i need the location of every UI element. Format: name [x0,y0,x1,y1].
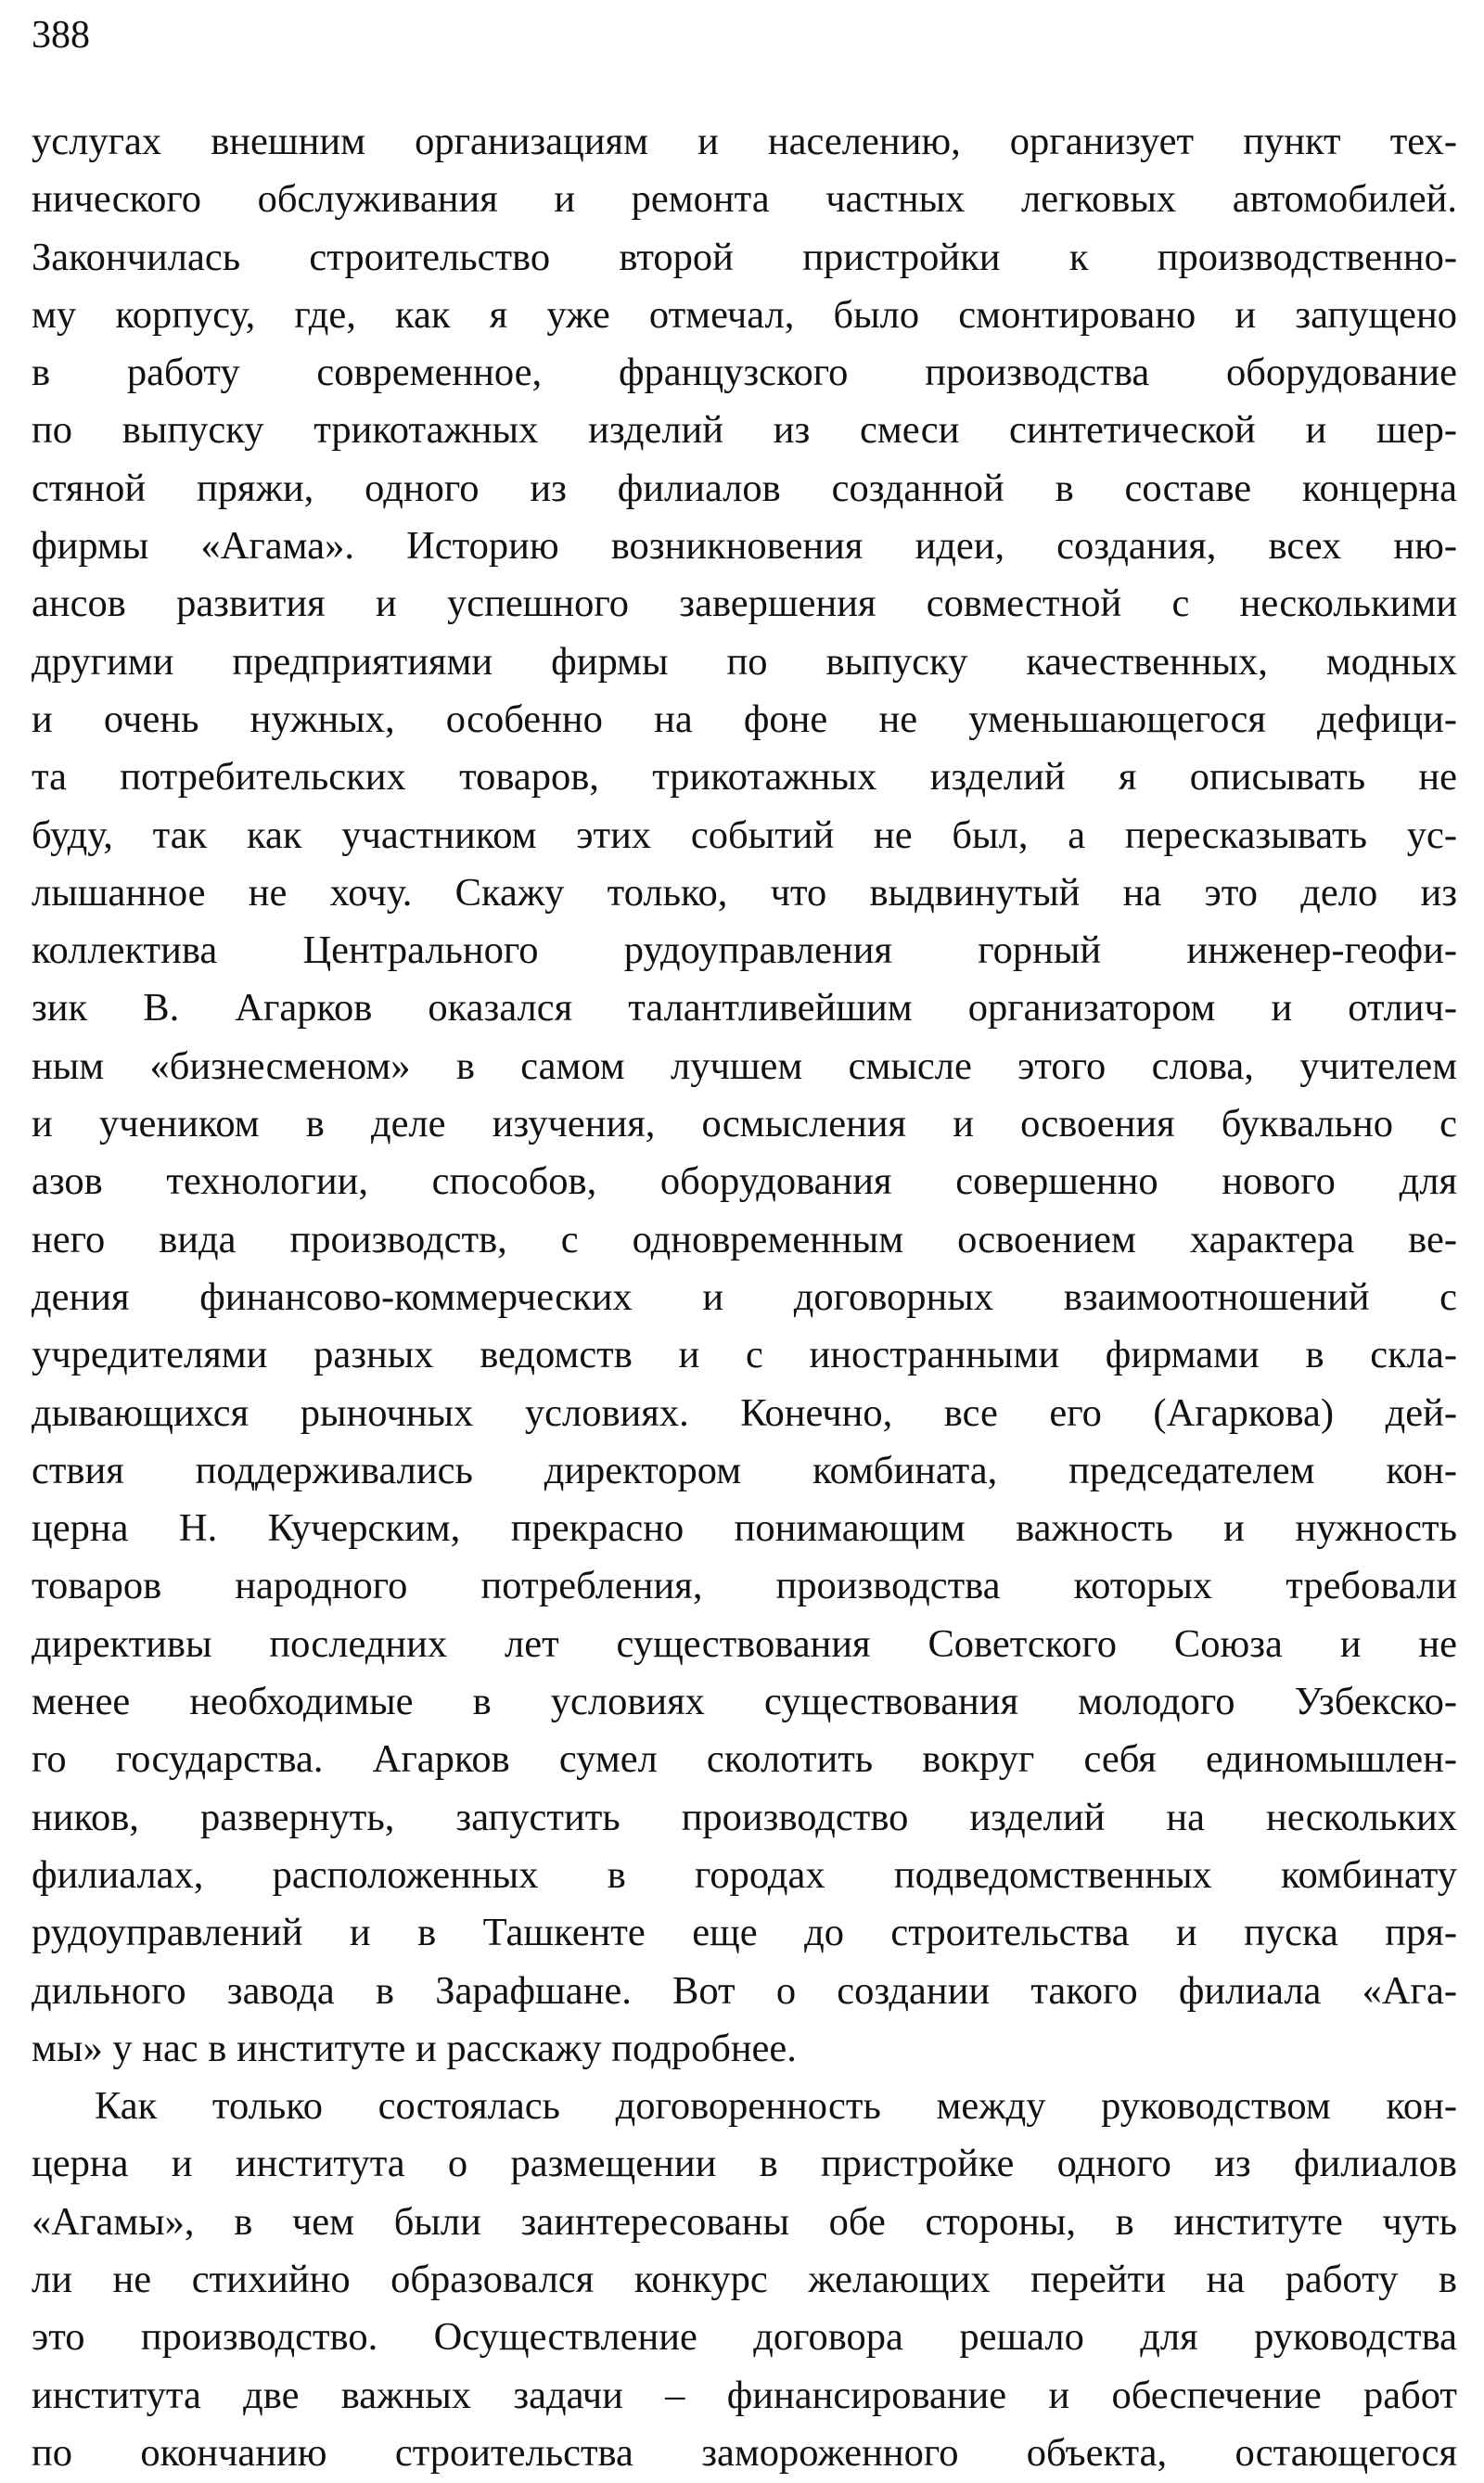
text-line: рудоуправлений и в Ташкенте еще до строительства и пуска пря- [32,1911,1457,1955]
text-line: ли не стихийно образовался конкурс желающих перейти на работу в [32,2257,1457,2301]
text-line: зик В. Агарков оказался талантливейшим организатором и отлич- [32,986,1457,1030]
text-line: по окончанию строительства замороженного объекта, остающегося [32,2430,1457,2475]
text-line: дения финансово-коммерческих и договорных взаимоотношений с [32,1274,1457,1319]
text-line: учредителями разных ведомств и с иностранными фирмами в скла- [32,1333,1457,1377]
text-line: ансов развития и успешного завершения совместной с несколькими [32,582,1457,626]
text-line: дывающихся рыночных условиях. Конечно, все его (Агаркова) дей- [32,1390,1457,1435]
text-line: церна и института о размещении в пристройке одного из филиалов [32,2142,1457,2186]
text-line: и очень нужных, особенно на фоне не уменьшающегося дефици- [32,697,1457,741]
text-line: лышанное не хочу. Скажу только, что выдвинутый на это дело из [32,870,1457,915]
paragraph [32,2078,1457,2482]
text-line: стяной пряжи, одного из филиалов созданной в составе концерна [32,466,1457,510]
text-line: «Агамы», в чем были заинтересованы обе стороны, в институте чуть [32,2199,1457,2244]
text-line: ствия поддерживались директором комбината, председателем кон- [32,1448,1457,1492]
text-line: ников, развернуть, запустить производство изделий на нескольких [32,1795,1457,1839]
text-line: церна Н. Кучерским, прекрасно понимающим важность и нужность [32,1506,1457,1551]
text-line: другими предприятиями фирмы по выпуску качественных, модных [32,639,1457,684]
text-line: му корпусу, где, как я уже отмечал, было смонтировано и запущено [32,292,1457,337]
text-line: дильного завода в Зарафшане. Вот о создании такого филиала «Ага- [32,1968,1457,2013]
text-line: буду, так как участником этих событий не был, а пересказывать ус- [32,813,1457,857]
text-line: Как только состоялась договоренность между руководством кон- [95,2084,1457,2129]
text-line: го государства. Агарков сумел сколотить вокруг себя единомышлен- [32,1737,1457,1782]
text-line: Закончилась строительство второй пристройки к производственно- [32,235,1457,279]
text-line: мы» у нас в институте и расскажу подробнее. [32,2026,797,2070]
text-line: него вида производств, с одновременным освоением характера ве- [32,1217,1457,1261]
text-line: по выпуску трикотажных изделий из смеси синтетической и шер- [32,408,1457,453]
text-line: коллектива Центрального рудоуправления горный инженер-геофи- [32,928,1457,973]
text-line: филиалах, расположенных в городах подведомственных комбинату [32,1852,1457,1897]
text-line: это производство. Осуществление договора решало для руководства [32,2315,1457,2360]
text-line: та потребительских товаров, трикотажных изделий я описывать не [32,755,1457,800]
page-number: 388 [32,14,90,57]
text-line: ным «бизнесменом» в самом лучшем смысле этого слова, учителем [32,1043,1457,1088]
text-line: нического обслуживания и ремонта частных легковых автомобилей. [32,177,1457,222]
paragraph [32,113,1457,2078]
text-line: товаров народного потребления, производства которых требовали [32,1564,1457,1608]
text-line: директивы последних лет существования Советского Союза и не [32,1621,1457,1666]
text-line: в работу современное, французского производства оборудование [32,351,1457,395]
body-text [32,113,1457,2482]
text-line: и учеником в деле изучения, осмысления и освоения буквально с [32,1102,1457,1146]
text-line: фирмы «Агама». Историю возникновения идеи, создания, всех ню- [32,524,1457,569]
text-line: азов технологии, способов, оборудования совершенно нового для [32,1159,1457,1204]
text-line: института две важных задачи – финансирование и обеспечение работ [32,2373,1457,2417]
text-line: услугах внешним организациям и населению, организует пункт тех- [32,120,1457,163]
text-line: менее необходимые в условиях существования молодого Узбекско- [32,1680,1457,1724]
